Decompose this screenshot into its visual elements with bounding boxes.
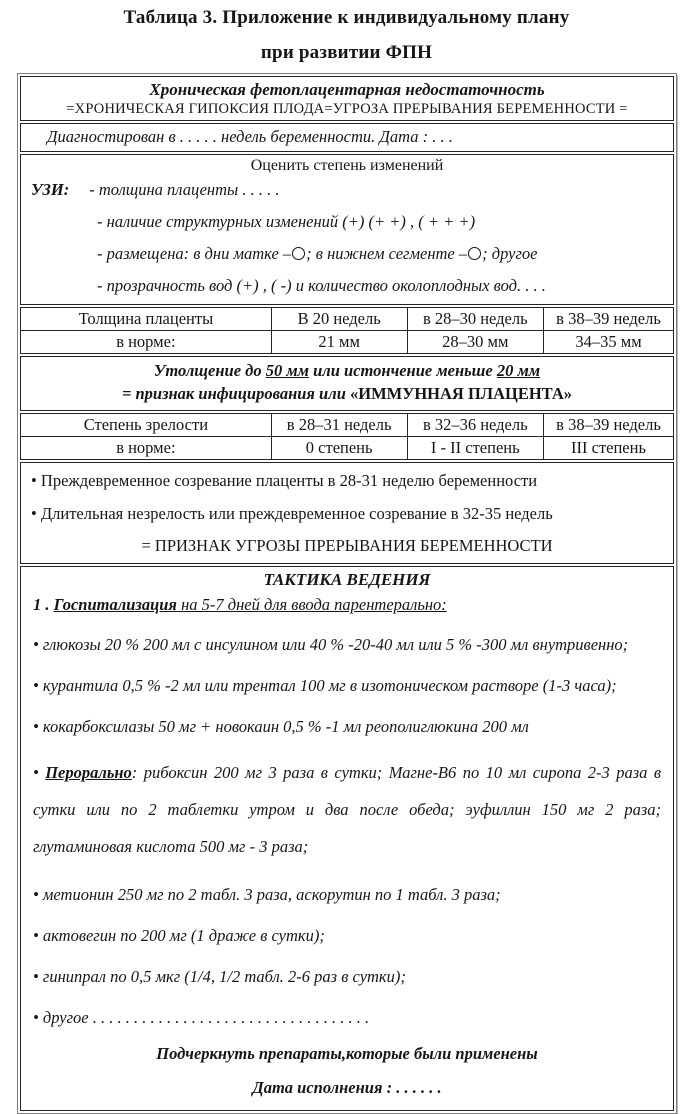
hospitalization-rest: на 5-7 дней для ввода парентерально: — [176, 595, 447, 614]
section-tactics — [20, 566, 674, 1111]
uzi-placement-item — [97, 244, 663, 264]
drug-bullet-methionine: • метионин 250 мг по 2 табл. 3 раза, аскорутин по 1 табл. 3 раза; — [33, 885, 501, 904]
section-thickening-note — [20, 356, 674, 411]
hospitalization-number: 1 . — [33, 595, 54, 614]
thickening-line2 — [27, 384, 667, 404]
drug-bullet-other: • другое . . . . . . . . . . . . . . . . . . . . . . . . . . . . . . . . . . — [33, 1008, 370, 1027]
table-row — [21, 414, 674, 437]
circle-mark-icon — [468, 247, 481, 260]
oral-drugs-text: : рибоксин 200 мг 3 раза в сутки; Магне-В6 по 10 мл сиропа 2-3 раза в сутки или по 2 таблетки утром и два после обеда; эуфиллин 150 мг 2 раза; глутаминовая кислота 500 мг - 3 раза; — [33, 763, 661, 856]
thickening-text: Утолщение до — [153, 361, 266, 380]
thickening-line1 — [27, 361, 667, 381]
hospitalization-label: Госпитализация — [53, 595, 177, 614]
execution-date-line: Дата исполнения : . . . . . . — [252, 1078, 442, 1097]
drug-bullet-glucose: • глюкозы 20 % 200 мл с инсулином или 40 % -20-40 мл или 5 % -300 мл внутривенно; — [33, 635, 629, 654]
drug-bullet-ginipral: • гинипрал по 0,5 мкг (1/4, 1/2 табл. 2-6 раз в сутки); — [33, 967, 406, 986]
placement-text-mid: ; в нижнем сегменте – — [306, 244, 468, 263]
table-cell: в 28–30 недель — [407, 308, 543, 331]
table-cell: Степень зрелости — [21, 414, 272, 437]
infection-text: = признак инфицирования или — [121, 384, 350, 403]
uzi-thickness-item: - толщина плаценты . . . . . — [89, 180, 280, 199]
table-row — [21, 437, 674, 460]
circle-mark-icon — [292, 247, 305, 260]
page-subtitle: при развитии ФПН — [260, 42, 433, 63]
table-cell: в 38–39 недель — [544, 414, 674, 437]
maturity-grade-table — [20, 413, 674, 460]
table-cell: в 32–36 недель — [407, 414, 543, 437]
underline-instruction: Подчеркнуть препараты,которые были применены — [156, 1044, 538, 1063]
oral-label: Перорально — [45, 763, 132, 782]
thickening-20mm: 20 мм — [496, 361, 541, 380]
table-cell: в норме: — [21, 437, 272, 460]
table-cell: 0 степень — [271, 437, 407, 460]
table-cell: III степень — [544, 437, 674, 460]
sign-bullet-immaturity: • Длительная незрелость или преждевременное созревание в 32-35 недель — [31, 504, 553, 523]
assessment-heading: Оценить степень изменений — [250, 157, 444, 174]
hospitalization-line — [33, 595, 661, 615]
uzi-structural-item: - наличие структурных изменений (+) (+ +) , ( + + +) — [97, 212, 476, 231]
thickening-50mm: 50 мм — [265, 361, 309, 380]
immune-placenta-label: «ИММУННАЯ ПЛАЦЕНТА» — [350, 384, 573, 403]
uzi-water-item: - прозрачность вод (+) , ( -) и количество околоплодных вод. . . . — [97, 276, 546, 295]
oral-drugs-paragraph — [33, 754, 661, 865]
uzi-label: УЗИ: — [31, 180, 70, 199]
table-row — [21, 331, 674, 354]
drug-bullet-actovegin: • актовегин по 200 мг (1 драже в сутки); — [33, 926, 325, 945]
table-cell: I - II степень — [407, 437, 543, 460]
table-cell: в 38–39 недель — [544, 308, 674, 331]
table-row — [21, 308, 674, 331]
document-frame — [17, 73, 677, 1114]
diagnosed-date-line: Диагностирован в . . . . . недель беременности. Дата : . . . — [47, 127, 453, 146]
tactics-heading: ТАКТИКА ВЕДЕНИЯ — [263, 570, 431, 589]
page-title: Таблица 3. Приложение к индивидуальному плану — [123, 7, 570, 28]
placement-text-pre: - размещена: в дни матке – — [97, 244, 292, 263]
diagnosis-subtitle: =ХРОНИЧЕСКАЯ ГИПОКСИЯ ПЛОДА=УГРОЗА ПРЕРЫВАНИЯ БЕРЕМЕННОСТИ = — [66, 101, 628, 117]
table-cell: 34–35 мм — [544, 331, 674, 354]
table-cell: 28–30 мм — [407, 331, 543, 354]
drug-bullet-cocarboxylase: • кокарбоксилазы 50 мг + новокаин 0,5 % -1 мл реополиглюкина 200 мл — [33, 717, 529, 736]
table-cell: Толщина плаценты — [21, 308, 272, 331]
section-diagnosed-date — [20, 123, 674, 152]
placement-text-post: ; другое — [482, 244, 538, 263]
section-warning-signs — [20, 462, 674, 564]
oral-bullet-mark: • — [33, 763, 46, 782]
thickening-text: или истончение меньше — [308, 361, 497, 380]
uzi-thickness-line — [31, 180, 663, 200]
drug-bullet-curantil: • курантила 0,5 % -2 мл или трентал 100 мг в изотоническом растворе (1-3 часа); — [33, 676, 617, 695]
table-cell: в норме: — [21, 331, 272, 354]
section-diagnosis-header — [20, 76, 674, 121]
sign-bullet-premature: • Преждевременное созревание плаценты в 28-31 неделю беременности — [31, 471, 538, 490]
placenta-thickness-table — [20, 307, 674, 354]
table-cell: в 28–31 недель — [271, 414, 407, 437]
signs-conclusion: = ПРИЗНАК УГРОЗЫ ПРЕРЫВАНИЯ БЕРЕМЕННОСТИ — [141, 536, 553, 555]
table-cell: 21 мм — [271, 331, 407, 354]
section-ultrasound — [20, 154, 674, 305]
diagnosis-title: Хроническая фетоплацентарная недостаточность — [149, 80, 545, 99]
table-cell: В 20 недель — [271, 308, 407, 331]
